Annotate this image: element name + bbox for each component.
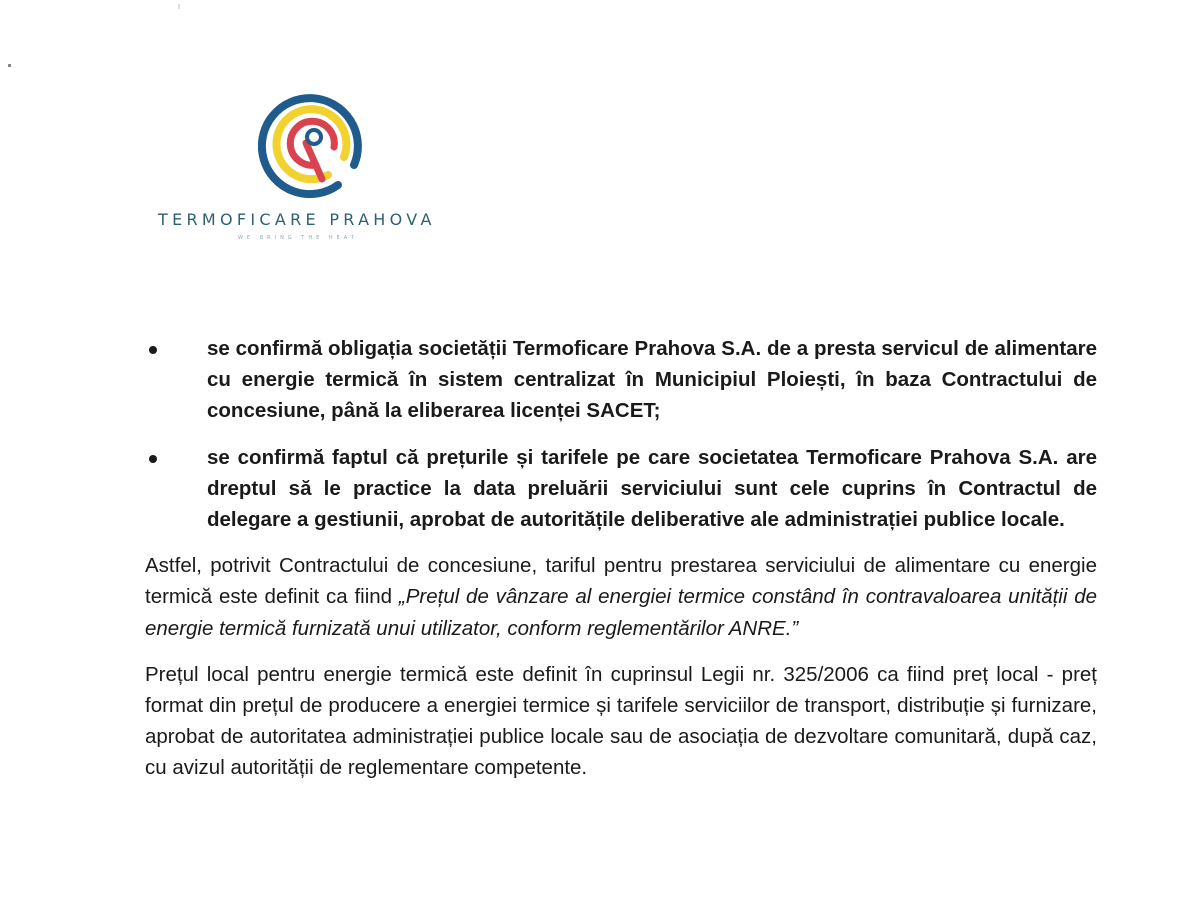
scan-artifact bbox=[8, 64, 11, 67]
termoficare-logo-icon bbox=[258, 87, 370, 199]
paragraph-quote: „Prețul de vânzare al energiei termice constând în contravaloarea unității de energie termică furnizată unui utilizator, conform reglementărilor ANRE.” bbox=[145, 585, 1097, 640]
company-name: TERMOFICARE PRAHOVA bbox=[158, 210, 436, 229]
list-item bbox=[145, 333, 1097, 427]
scan-artifact bbox=[178, 4, 180, 9]
paragraph-local-price: Prețul local pentru energie termică este definit în cuprinsul Legii nr. 325/2006 ca fiind preț local - preț format din prețul de producere a energiei termice și tarifele serviciilor de transport, distribuție și furnizare, aprobat de autoritatea administrației publice locale sau de asociația de dezvoltare comunitară, după caz, cu avizul autorității de reglementare competente. bbox=[145, 662, 1097, 780]
list-item-text: se confirmă obligația societății Termoficare Prahova S.A. de a presta servicul de alimentare cu energie termică în sistem centralizat în Municipiul Ploiești, în baza Contractului de concesiune, până la eliberarea licenței SACET; bbox=[207, 337, 1097, 423]
company-logo bbox=[150, 82, 480, 252]
bullet-icon bbox=[149, 346, 157, 354]
document-body bbox=[145, 333, 1097, 799]
list-item bbox=[145, 442, 1097, 536]
bullet-icon bbox=[149, 455, 157, 463]
list-item-text: se confirmă faptul că prețurile și tarifele pe care societatea Termoficare Prahova S.A. are dreptul să le practice la data preluării serviciului sunt cele cuprins în Contractul de delegare a gestiunii, aprobat de autoritățile deliberative ale administrației publice locale. bbox=[207, 445, 1097, 532]
bullet-list bbox=[145, 333, 1097, 535]
paragraph-tariff-definition bbox=[145, 550, 1097, 644]
paragraph-intro: Astfel, potrivit Contractului de concesiune, tariful pentru prestarea serviciului de alimentare cu energie termică este definit ca fiind bbox=[145, 554, 1097, 609]
company-tagline: WE BRING THE HEAT bbox=[238, 235, 358, 241]
